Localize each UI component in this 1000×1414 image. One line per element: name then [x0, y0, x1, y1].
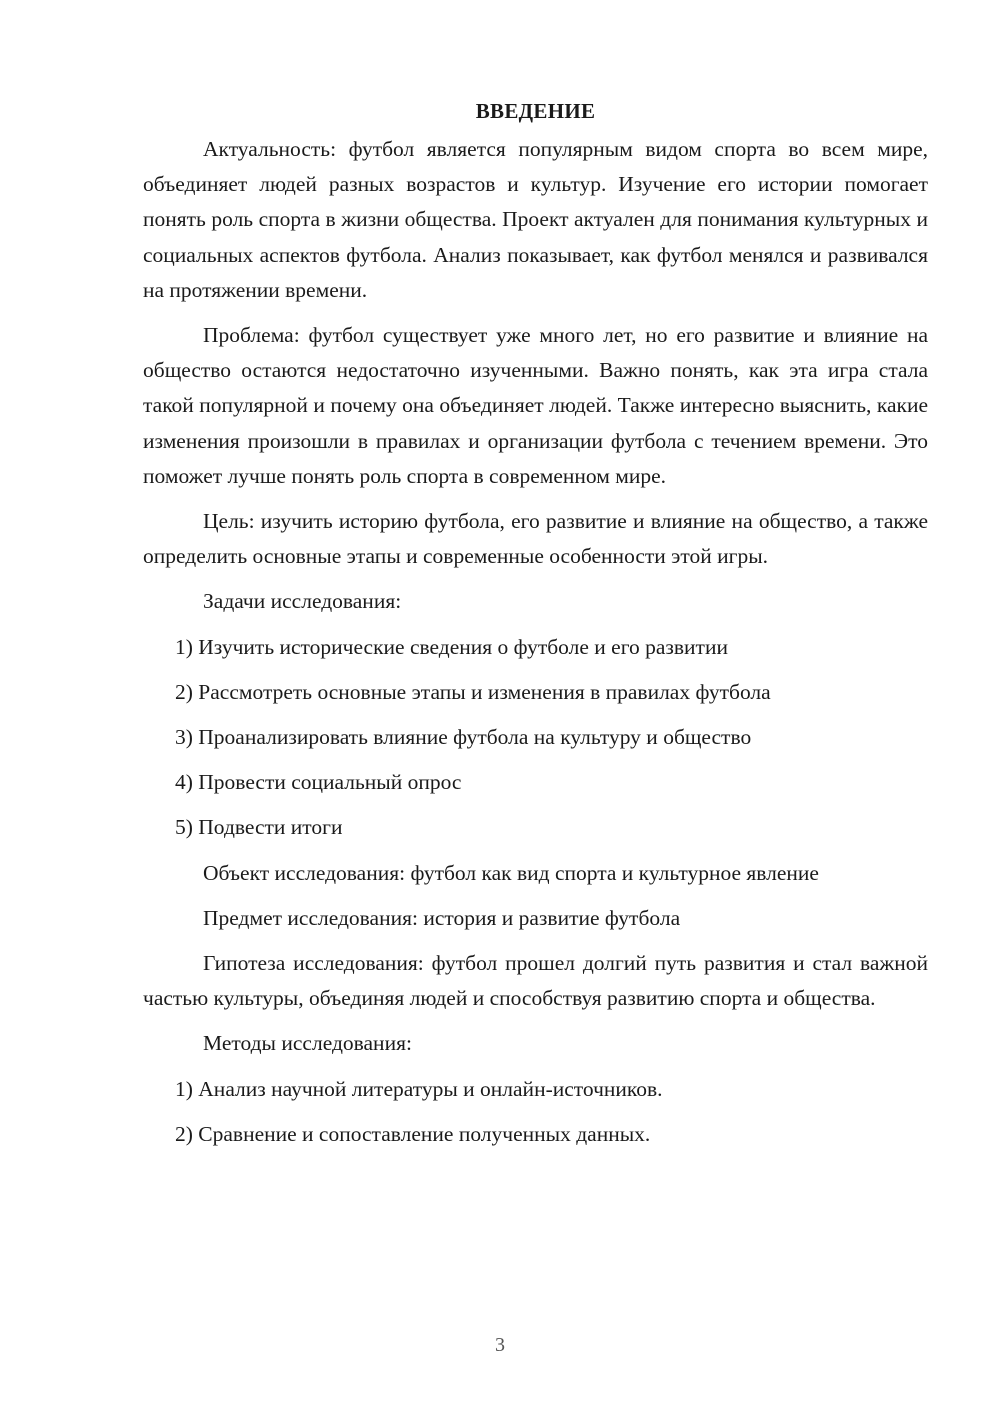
method-item: 1) Анализ научной литературы и онлайн-источников.	[175, 1076, 663, 1101]
relevance-paragraph: Актуальность: футбол является популярным видом спорта во всем мире, объединяет людей разных возрастов и культур. Изучение его истории помогает понять роль спорта в жизни общества. Проект актуален для понимания культурных и социальных аспектов футбола. Анализ показывает, как футбол менялся и развивался на протяжении времени.	[143, 137, 928, 302]
page-number: 3	[495, 1334, 505, 1356]
methods-heading: Методы исследования:	[203, 1031, 412, 1056]
problem-paragraph: Проблема: футбол существует уже много лет, но его развитие и влияние на общество остаются недостаточно изученными. Важно понять, как эта игра стала такой популярной и почему она объединяет людей. Также интересно выяснить, какие изменения произошли в правилах и организации футбола с течением времени. Это поможет лучше понять роль спорта в современном мире.	[143, 323, 928, 488]
task-item: 4) Провести социальный опрос	[175, 770, 462, 795]
task-item: 1) Изучить исторические сведения о футболе и его развитии	[175, 634, 728, 659]
task-item: 2) Рассмотреть основные этапы и изменения в правилах футбола	[175, 679, 771, 704]
task-item: 5) Подвести итоги	[175, 815, 343, 840]
section-title: ВВЕДЕНИЕ	[475, 99, 596, 123]
tasks-list	[143, 630, 928, 846]
goal-paragraph: Цель: изучить историю футбола, его развитие и влияние на общество, а также определить основные этапы и современные особенности этой игры.	[143, 509, 928, 569]
research-subject: Предмет исследования: история и развитие футбола	[203, 905, 681, 930]
document-page	[143, 96, 928, 1162]
methods-list	[143, 1072, 928, 1152]
tasks-heading: Задачи исследования:	[203, 589, 402, 614]
research-object: Объект исследования: футбол как вид спорта и культурное явление	[203, 860, 819, 885]
method-item: 2) Сравнение и сопоставление полученных данных.	[175, 1121, 651, 1146]
task-item: 3) Проанализировать влияние футбола на культуру и общество	[175, 725, 752, 750]
hypothesis-paragraph: Гипотеза исследования: футбол прошел долгий путь развития и стал важной частью культуры, объединяя людей и способствуя развитию спорта и общества.	[143, 951, 928, 1011]
